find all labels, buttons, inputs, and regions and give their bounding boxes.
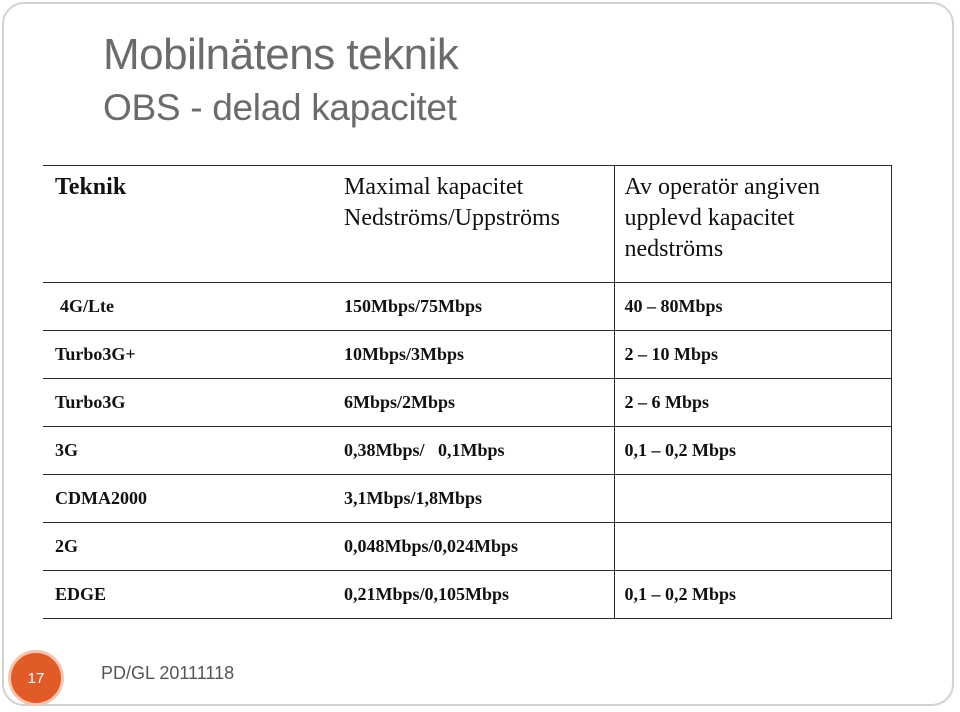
header-max-capacity: [332, 166, 614, 283]
cell-max-capacity: 150Mbps/75Mbps: [332, 283, 614, 331]
page-number: 17: [27, 669, 45, 687]
cell-experienced-capacity: [614, 523, 891, 571]
footer-text: PD/GL 20111118: [101, 663, 235, 683]
cell-technology: 3G: [43, 427, 332, 475]
table-row: [43, 523, 891, 571]
cell-max-capacity: 6Mbps/2Mbps: [332, 379, 614, 427]
cell-experienced-capacity: [614, 475, 891, 523]
table-row: [43, 427, 891, 475]
slide-subtitle: OBS - delad kapacitet: [103, 87, 457, 128]
cell-technology: 2G: [43, 523, 332, 571]
cell-max-capacity: 10Mbps/3Mbps: [332, 331, 614, 379]
header-line: Nedströms/Uppströms: [344, 205, 560, 231]
cell-technology: Turbo3G: [43, 379, 332, 427]
cell-experienced-capacity: 0,1 – 0,2 Mbps: [614, 571, 891, 619]
cell-technology: CDMA2000: [43, 475, 332, 523]
header-teknik: [43, 166, 332, 283]
cell-experienced-capacity: 40 – 80Mbps: [614, 283, 891, 331]
cell-technology: 4G/Lte: [43, 283, 332, 331]
cell-experienced-capacity: 0,1 – 0,2 Mbps: [614, 427, 891, 475]
header-line: Maximal kapacitet: [344, 174, 524, 200]
table-header-row: [43, 166, 891, 283]
cell-experienced-capacity: 2 – 6 Mbps: [614, 379, 891, 427]
header-experienced-capacity: [614, 166, 891, 283]
header-line: Teknik: [55, 174, 127, 200]
cell-technology: EDGE: [43, 571, 332, 619]
table-row: [43, 331, 891, 379]
cell-max-capacity: 0,21Mbps/0,105Mbps: [332, 571, 614, 619]
cell-max-capacity: 3,1Mbps/1,8Mbps: [332, 475, 614, 523]
header-line: upplevd kapacitet: [624, 205, 795, 231]
table-row: [43, 283, 891, 331]
table-row: [43, 475, 891, 523]
header-line: nedströms: [624, 236, 724, 262]
cell-experienced-capacity: 2 – 10 Mbps: [614, 331, 891, 379]
cell-max-capacity: 0,048Mbps/0,024Mbps: [332, 523, 614, 571]
table-row: [43, 571, 891, 619]
cell-technology: Turbo3G+: [43, 331, 332, 379]
slide-title: Mobilnätens teknik: [103, 30, 459, 79]
cell-max-capacity: 0,38Mbps/ 0,1Mbps: [332, 427, 614, 475]
header-line: Av operatör angiven: [624, 174, 820, 200]
table-row: [43, 379, 891, 427]
capacity-table: [43, 165, 892, 619]
page-number-badge: [8, 650, 64, 706]
